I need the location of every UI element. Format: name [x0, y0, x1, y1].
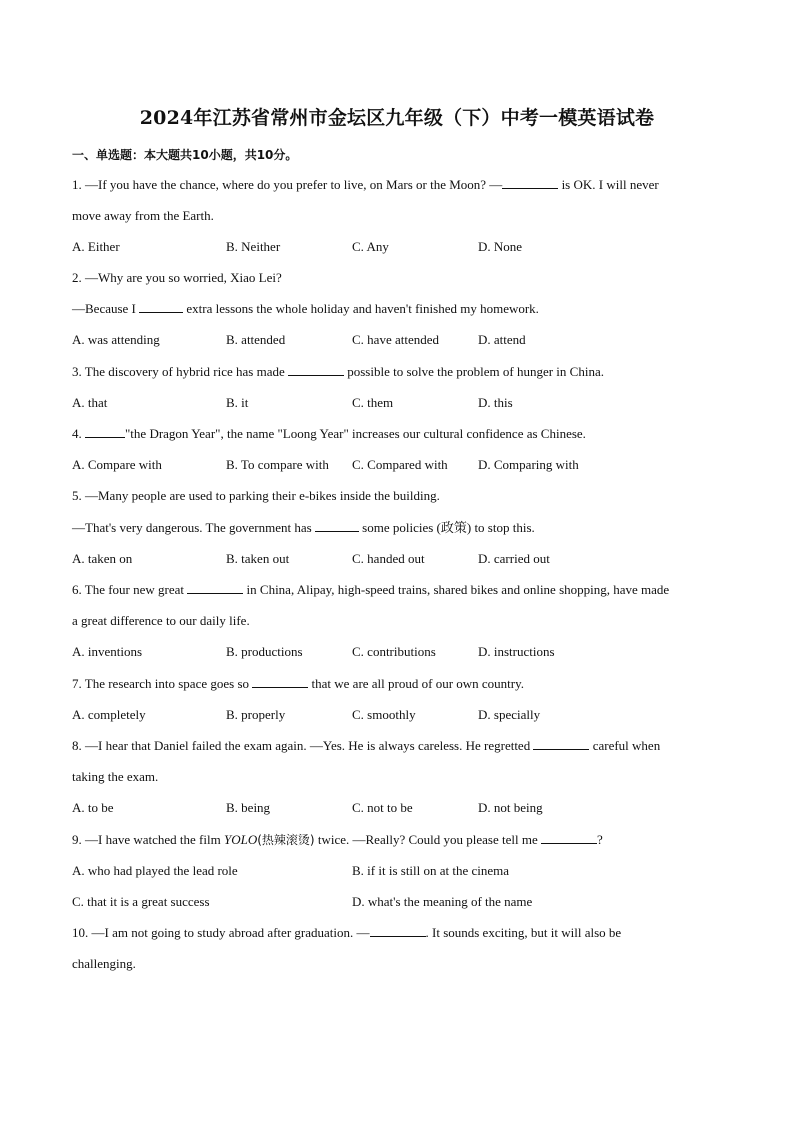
film-title: YOLO: [223, 832, 258, 847]
option-c[interactable]: C. that it is a great success: [72, 894, 210, 909]
question-text: 3. The discovery of hybrid rice has made: [72, 364, 288, 379]
question-10: [72, 917, 722, 948]
option-b[interactable]: B. attended: [226, 332, 286, 347]
option-c[interactable]: C. Any: [352, 239, 389, 254]
question-1: [72, 169, 722, 200]
question-text: 1. —If you have the chance, where do you prefer to live, on Mars or the Moon? —: [72, 177, 503, 192]
answer-blank: [370, 924, 426, 937]
question-6: [72, 574, 722, 605]
question-text: 4.: [72, 426, 85, 441]
question-5: 5. —Many people are used to parking their e-bikes inside the building.: [72, 488, 440, 503]
question-text: that we are all proud of our own country.: [308, 676, 525, 691]
option-a[interactable]: A. Compare with: [72, 457, 162, 472]
question-8-cont: taking the exam.: [72, 769, 159, 784]
question-text: . It sounds exciting, but it will also be: [425, 925, 622, 940]
question-text: ?: [596, 832, 603, 847]
question-text: some policies (政策) to stop this.: [358, 520, 535, 535]
question-text: 7. The research into space goes so: [72, 676, 253, 691]
question-text: careful when: [589, 738, 661, 753]
option-d[interactable]: D. this: [478, 395, 513, 410]
question-2-cont: [72, 293, 722, 324]
question-text: "the Dragon Year", the name "Loong Year" increases our cultural confidence as Chinese.: [125, 426, 586, 441]
options-5: [72, 543, 722, 574]
question-2: 2. —Why are you so worried, Xiao Lei?: [72, 270, 282, 285]
question-text: possible to solve the problem of hunger in China.: [344, 364, 604, 379]
option-b[interactable]: B. being: [226, 800, 271, 815]
option-d[interactable]: D. carried out: [478, 551, 550, 566]
question-text: 6. The four new great: [72, 582, 188, 597]
question-1-cont: move away from the Earth.: [72, 208, 214, 223]
options-1: [72, 231, 722, 262]
option-a[interactable]: A. who had played the lead role: [72, 863, 238, 878]
option-d[interactable]: D. Comparing with: [478, 457, 579, 472]
option-c[interactable]: C. not to be: [352, 800, 413, 815]
answer-blank: [187, 581, 243, 594]
option-c[interactable]: C. contributions: [352, 644, 436, 659]
option-b[interactable]: B. if it is still on at the cinema: [352, 863, 510, 878]
option-b[interactable]: B. it: [226, 395, 249, 410]
option-a[interactable]: A. to be: [72, 800, 114, 815]
page-title: 2024年江苏省常州市金坛区九年级（下）中考一模英语试卷: [139, 107, 655, 129]
section-heading: 一、单选题：本大题共10小题，共10分。: [72, 148, 298, 162]
option-b[interactable]: B. Neither: [226, 239, 281, 254]
options-3: [72, 387, 722, 418]
chinese-gloss: (热辣滚烫): [257, 833, 315, 847]
option-b[interactable]: B. To compare with: [226, 457, 329, 472]
options-9-row1: [72, 855, 722, 886]
answer-blank: [315, 519, 359, 532]
option-d[interactable]: D. instructions: [478, 644, 555, 659]
question-text: —Because I: [72, 301, 140, 316]
option-a[interactable]: A. taken on: [72, 551, 133, 566]
question-9: [72, 824, 722, 856]
option-c[interactable]: C. handed out: [352, 551, 425, 566]
question-text: 8. —I hear that Daniel failed the exam again. —Yes. He is always careless. He regretted: [72, 738, 534, 753]
question-text: 9. —I have watched the film: [72, 832, 224, 847]
option-c[interactable]: C. them: [352, 395, 394, 410]
question-text: twice. —Really? Could you please tell me: [314, 832, 541, 847]
option-a[interactable]: A. Either: [72, 239, 120, 254]
option-d[interactable]: D. what's the meaning of the name: [352, 894, 533, 909]
question-text: —That's very dangerous. The government has: [72, 520, 315, 535]
option-c[interactable]: C. have attended: [352, 332, 439, 347]
question-8: [72, 730, 722, 761]
option-a[interactable]: A. that: [72, 395, 108, 410]
option-d[interactable]: D. attend: [478, 332, 526, 347]
options-8: [72, 792, 722, 823]
answer-blank: [252, 675, 308, 688]
question-10-cont: challenging.: [72, 956, 136, 971]
question-text: is OK. I will never: [558, 177, 659, 192]
answer-blank: [533, 737, 589, 750]
option-d[interactable]: D. None: [478, 239, 523, 254]
question-3: [72, 356, 722, 387]
answer-blank: [139, 300, 183, 313]
question-5-cont: [72, 512, 722, 543]
question-text: 10. —I am not going to study abroad after graduation. —: [72, 925, 370, 940]
option-a[interactable]: A. was attending: [72, 332, 160, 347]
question-4: [72, 418, 722, 449]
question-6-cont: a great difference to our daily life.: [72, 613, 250, 628]
question-7: [72, 668, 722, 699]
answer-blank: [541, 831, 597, 844]
options-7: [72, 699, 722, 730]
question-text: in China, Alipay, high-speed trains, shared bikes and online shopping, have made: [243, 582, 670, 597]
option-d[interactable]: D. not being: [478, 800, 543, 815]
options-4: [72, 449, 722, 480]
option-a[interactable]: A. inventions: [72, 644, 143, 659]
options-6: [72, 636, 722, 667]
option-c[interactable]: C. Compared with: [352, 457, 448, 472]
question-text: extra lessons the whole holiday and haven't finished my homework.: [183, 301, 539, 316]
options-2: [72, 324, 722, 355]
option-b[interactable]: B. properly: [226, 707, 286, 722]
answer-blank: [502, 176, 558, 189]
options-9-row2: [72, 886, 722, 917]
answer-blank: [85, 425, 125, 438]
option-b[interactable]: B. taken out: [226, 551, 290, 566]
option-d[interactable]: D. specially: [478, 707, 541, 722]
option-a[interactable]: A. completely: [72, 707, 146, 722]
option-b[interactable]: B. productions: [226, 644, 303, 659]
answer-blank: [288, 363, 344, 376]
option-c[interactable]: C. smoothly: [352, 707, 416, 722]
